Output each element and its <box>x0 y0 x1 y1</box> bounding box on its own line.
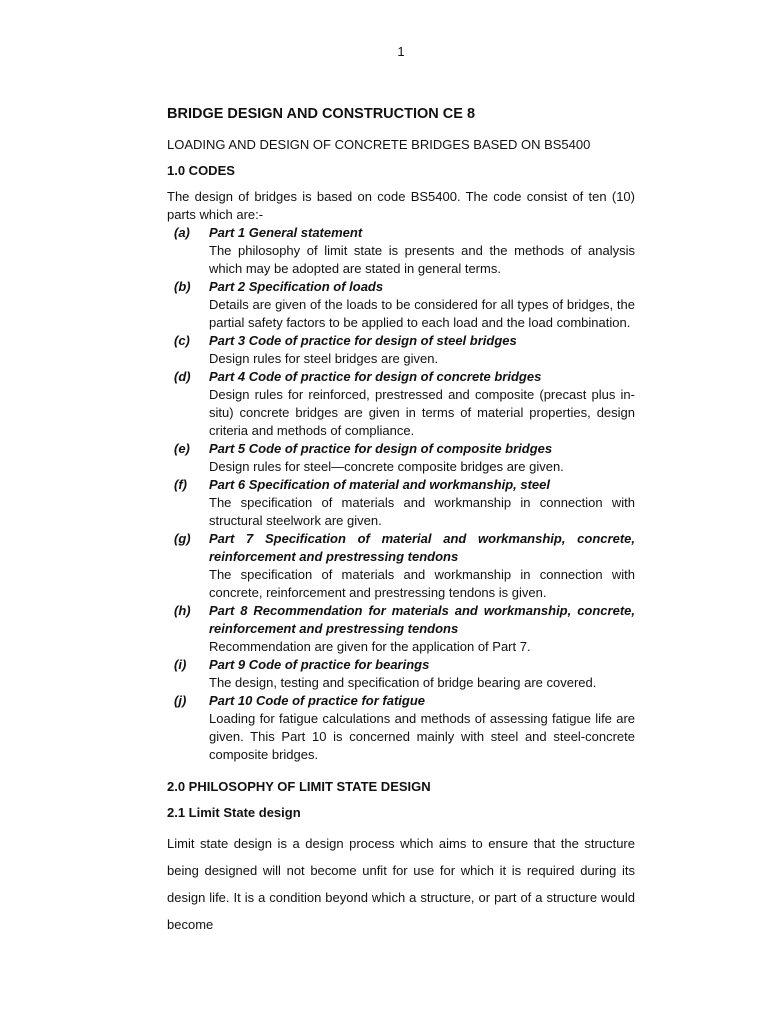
section-heading-philosophy: 2.0 PHILOSOPHY OF LIMIT STATE DESIGN <box>167 779 431 794</box>
item-heading: Part 6 Specification of material and workmanship, steel <box>209 477 550 492</box>
section-heading-codes: 1.0 CODES <box>167 163 235 178</box>
item-description: Details are given of the loads to be considered for all types of bridges, the partial safety factors to be applied to each load and the load combination. <box>209 297 635 330</box>
limit-state-body: Limit state design is a design process which aims to ensure that the structure being designed will not become unfit for use for which it is required during its design life. It is a condition beyond which a structure, or part of a structure would become <box>167 836 635 932</box>
item-description: The specification of materials and workmanship in connection with structural steelwork are given. <box>209 495 635 528</box>
item-description: The philosophy of limit state is presents and the methods of analysis which may be adopted are stated in general terms. <box>209 243 635 276</box>
item-label: (a) <box>174 225 190 240</box>
item-label: (e) <box>174 441 190 456</box>
subsection-heading-limit-state: 2.1 Limit State design <box>167 805 301 820</box>
item-heading: Part 8 Recommendation for materials and workmanship, concrete, reinforcement and prestressing tendons <box>209 603 635 636</box>
list-item <box>167 224 635 278</box>
item-label: (g) <box>174 531 191 546</box>
item-description: Design rules for steel bridges are given. <box>209 351 439 366</box>
item-description: The specification of materials and workmanship in connection with concrete, reinforcement and prestressing tendons is given. <box>209 567 635 600</box>
document-title: BRIDGE DESIGN AND CONSTRUCTION CE 8 <box>167 106 476 122</box>
codes-list <box>167 224 635 764</box>
document-body <box>167 104 635 938</box>
list-item <box>167 440 635 476</box>
list-item <box>167 332 635 368</box>
item-label: (j) <box>174 693 187 708</box>
list-item <box>167 368 635 440</box>
item-heading: Part 2 Specification of loads <box>209 279 384 294</box>
item-heading: Part 7 Specification of material and workmanship, concrete, reinforcement and prestressing tendons <box>209 531 635 564</box>
document-subtitle: LOADING AND DESIGN OF CONCRETE BRIDGES BASED ON BS5400 <box>167 137 591 152</box>
list-item <box>167 476 635 530</box>
item-heading: Part 3 Code of practice for design of steel bridges <box>209 333 517 348</box>
item-heading: Part 1 General statement <box>209 225 363 240</box>
codes-intro: The design of bridges is based on code BS5400. The code consist of ten (10) parts which are:- <box>167 189 635 222</box>
item-label: (f) <box>174 477 187 492</box>
list-item <box>167 530 635 602</box>
item-description: Loading for fatigue calculations and methods of assessing fatigue life are given. This Part 10 is concerned mainly with steel and steel-concrete composite bridges. <box>209 711 635 762</box>
list-item <box>167 656 635 692</box>
item-description: Design rules for steel—concrete composite bridges are given. <box>209 459 564 474</box>
item-label: (c) <box>174 333 190 348</box>
item-heading: Part 10 Code of practice for fatigue <box>209 693 425 708</box>
item-description: The design, testing and specification of bridge bearing are covered. <box>209 675 597 690</box>
item-label: (i) <box>174 657 187 672</box>
item-heading: Part 4 Code of practice for design of concrete bridges <box>209 369 542 384</box>
list-item <box>167 278 635 332</box>
list-item <box>167 602 635 656</box>
page-number: 1 <box>397 44 405 59</box>
item-label: (b) <box>174 279 191 294</box>
item-label: (d) <box>174 369 191 384</box>
item-description: Recommendation are given for the application of Part 7. <box>209 639 531 654</box>
list-item <box>167 692 635 764</box>
item-heading: Part 5 Code of practice for design of composite bridges <box>209 441 553 456</box>
item-heading: Part 9 Code of practice for bearings <box>209 657 430 672</box>
item-label: (h) <box>174 603 191 618</box>
item-description: Design rules for reinforced, prestressed and composite (precast plus in-situ) concrete bridges are given in terms of material properties, design criteria and methods of compliance. <box>209 387 635 438</box>
